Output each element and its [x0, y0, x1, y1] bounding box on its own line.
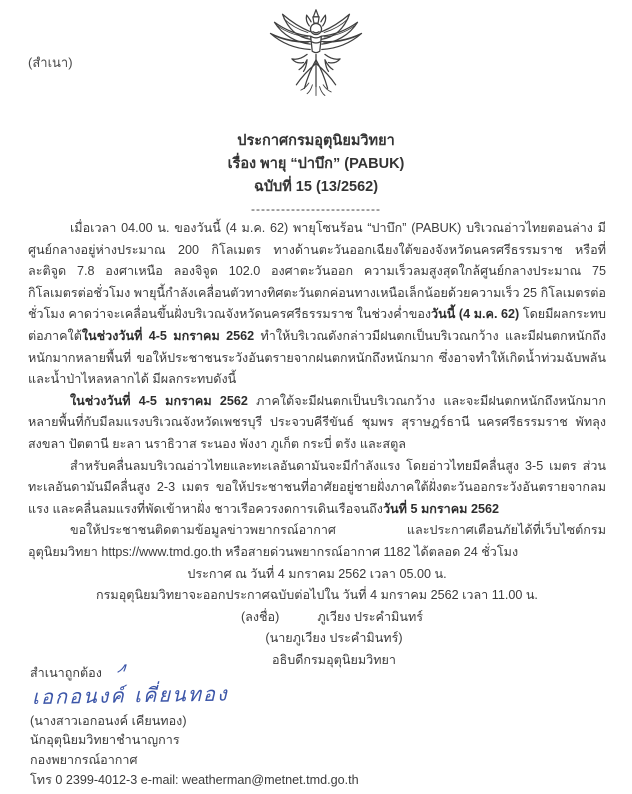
- next-issue-line: กรมอุตุนิยมวิทยาจะออกประกาศฉบับต่อไปใน วันที่ 4 มกราคม 2562 เวลา 11.00 น.: [96, 588, 538, 603]
- para1-text: เมื่อเวลา 04.00 น. ของวันนี้ (4 ม.ค. 62) พายุโซนร้อน “ปาบึก” (PABUK) บริเวณอ่าวไทยตอนล่าง มีศูนย์กลางอยู่ห่างประมาณ 200 กิโลเมตร ทางด้านตะวันออกเฉียงใต้ของจังหวัดนครศรีธรรมราช หรือที่ละติจูด 7.8 องศาเหนือ ลองจิจูด 102.0 องศาตะวันออก ความเร็วลมสูงสุดใกล้ศูนย์กลางประมาณ 75 กิโลเมตรต่อชั่วโมง พายุนี้กำลังเคลื่อนตัวทางทิศตะวันตกค่อนทางเหนือเล็กน้อยด้วยความเร็ว 25 กิโลเมตรต่อชั่วโมง คาดว่าจะเคลื่อนขึ้นฝั่งบริเวณจังหวัดนครศรีธรรมราช ในช่วงค่ำของ: [28, 221, 606, 322]
- divider-dashes: --------------------------: [251, 202, 381, 216]
- announcement-title: ประกาศกรมอุตุนิยมวิทยา: [237, 133, 395, 149]
- para2-text: ภาคใต้จะมีฝนตกเป็นบริเวณกว้าง และจะมีฝนตกหนักถึงหนักมากหลายพื้นที่กับมีลมแรงบริเวณจังหวัดเพชรบุรี ประจวบคีรีขันธ์ ชุมพร สุราษฎร์ธานี นครศรีธรรมราช พัทลุง สงขลา ปัตตานี ยะลา นราธิวาส ระนอง พังงา ภูเก็ต กระบี่ ตรัง และสตูล: [28, 393, 606, 451]
- paragraph-4: [28, 520, 606, 563]
- para1-bold-date: วันนี้ (4 ม.ค. 62): [431, 307, 520, 322]
- subject-line: เรื่อง พายุ “ปาบึก” (PABUK): [227, 156, 405, 172]
- certifier-name: (นางสาวเอกอนงค์ เคียนทอง): [30, 713, 187, 728]
- paragraph-1: [28, 218, 606, 391]
- para2-bold-range: ในช่วงวันที่ 4-5 มกราคม 2562: [70, 393, 248, 408]
- paragraph-3: [28, 456, 606, 521]
- certify-label: สำเนาถูกต้อง: [30, 666, 102, 680]
- certification-footer: [30, 664, 359, 791]
- handwritten-signature: เอกอนงค์ เคี่ยนทอง: [31, 681, 229, 709]
- certifier-division: กองพยากรณ์อากาศ: [30, 752, 138, 767]
- sign-row: [28, 607, 606, 629]
- tmd-url: https://www.tmd.go.th: [101, 544, 222, 559]
- contact-line: โทร 0 2399-4012-3 e-mail: weatherman@metnet.tmd.go.th: [30, 773, 359, 787]
- paragraph-2: [28, 391, 606, 456]
- signer-name-paren: (นายภูเวียง ประคำมินทร์): [265, 631, 403, 646]
- title-block: [0, 130, 632, 216]
- emblem-container: [0, 8, 632, 113]
- copy-label: (สำเนา): [28, 55, 73, 70]
- document-body: [28, 218, 606, 671]
- signature-flourish-icon: [116, 662, 130, 682]
- issue-number: ฉบับที่ 15 (13/2562): [253, 179, 379, 195]
- para4-text: ขอให้ประชาชนติดตามข้อมูลข่าวพยากรณ์อากาศ และประกาศเตือนภัยได้ที่เว็บไซต์กรมอุตุนิยมวิทยา: [28, 523, 606, 559]
- issued-line: ประกาศ ณ วันที่ 4 มกราคม 2562 เวลา 05.00 น.: [187, 566, 447, 581]
- para1-bold-range: ในช่วงวันที่ 4-5 มกราคม 2562: [81, 328, 255, 343]
- para1-text: ทำให้บริเวณดังกล่าวมีฝนตกเป็นบริเวณกว้าง และมีฝนตกหนักถึงหนักมากหลายพื้นที่ ขอให้ประชาชนระวังอันตรายจากฝนตกหนักถึงหนักมาก ซึ่งอาจทำให้เกิดน้ำท่วมฉับพลันและน้ำป่าไหลหลากได้ มีผลกระทบดังนี้: [28, 328, 606, 387]
- para4-text: หรือสายด่วนพยากรณ์อากาศ 1182 ได้ตลอด 24 ชั่วโมง: [221, 544, 519, 559]
- garuda-emblem-icon: [262, 8, 370, 108]
- signer-title: อธิบดีกรมอุตุนิยมวิทยา: [272, 652, 396, 667]
- certifier-position: นักอุตุนิยมวิทยาชำนาญการ: [30, 733, 180, 747]
- signer-name: ภูเวียง ประคำมินทร์: [317, 609, 424, 624]
- para1-text: โดยมีผลกระทบต่อภาคใต้: [28, 307, 606, 343]
- closing-block: [28, 564, 606, 672]
- sign-label: (ลงชื่อ): [240, 609, 280, 624]
- para3-bold-date: วันที่ 5 มกราคม 2562: [382, 501, 499, 516]
- para3-text: สำหรับคลื่นลมบริเวณอ่าวไทยและทะเลอันดามันจะมีกำลังแรง โดยอ่าวไทยมีคลื่นสูง 3-5 เมตร ส่วนทะเลอันดามันมีคลื่นสูง 2-3 เมตร ขอให้ประชาชนที่อาศัยอยู่ชายฝั่งภาคใต้ฝั่งตะวันออกระวังอันตรายจากลมแรง และคลื่นลมแรงที่พัดเข้าหาฝั่ง ชาวเรือควรงดการเดินเรือจนถึง: [28, 458, 606, 516]
